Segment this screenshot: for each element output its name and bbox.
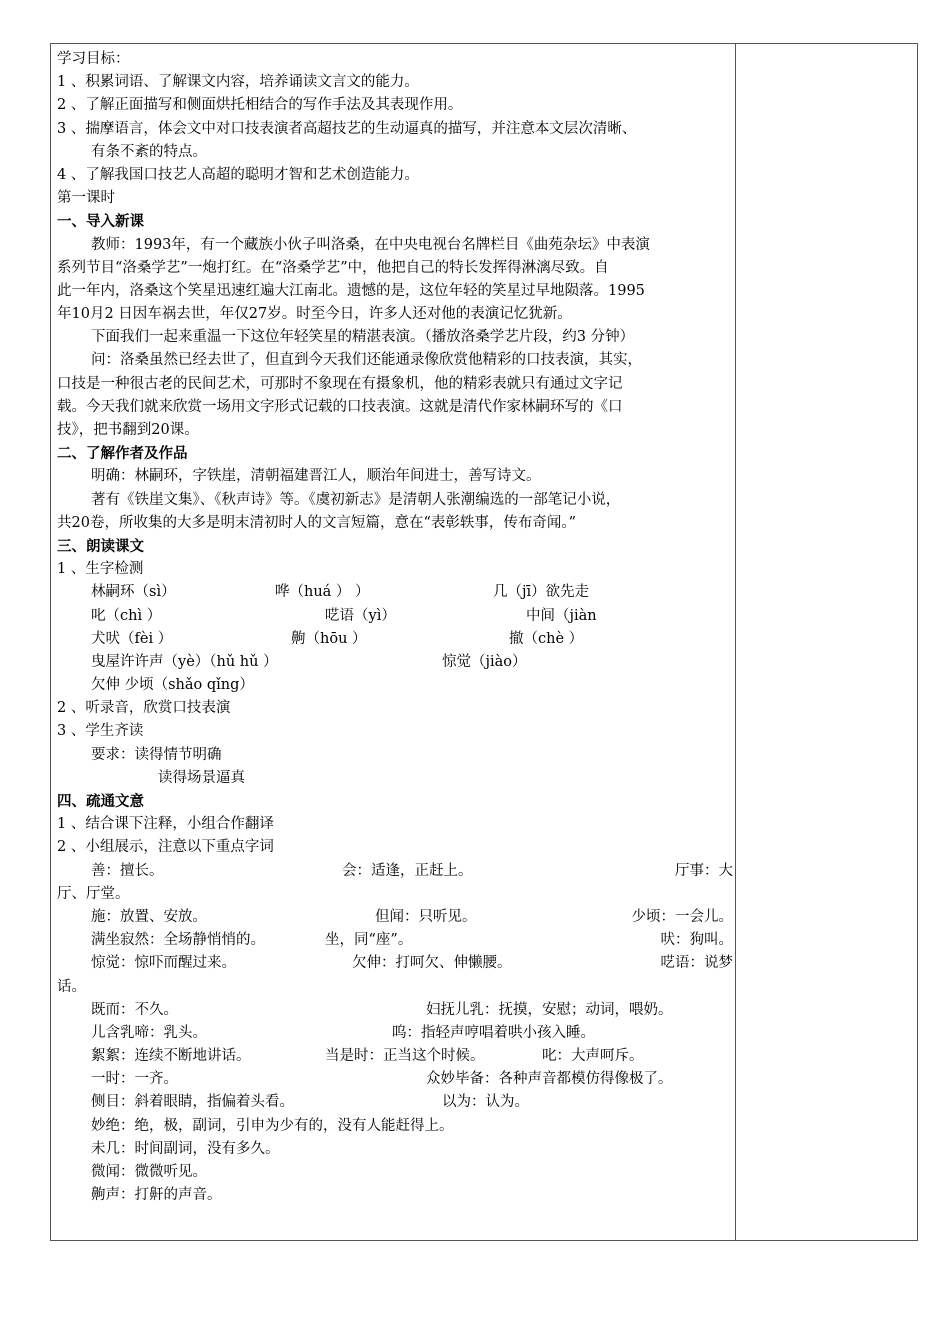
intro-p1-line3: 此一年内，洛桑这个笑星迅速红遍大江南北。遗憾的是，这位年轻的笑星过早地陨落。1995 [57,282,645,299]
word-gloss: 坐，同“座”。 [325,932,413,949]
word-row-1-cont: 厅、厅堂。 [57,885,130,902]
word-gloss: 侧目：斜着眼睛，指偏着头看。 [91,1094,294,1111]
intro-p3-line2: 口技是一种很古老的民间艺术，可那时不象现在有摄象机，他的精彩表就只有通过文字记 [57,375,623,392]
word-gloss: 叱：大声呵斥。 [542,1048,644,1065]
word-row-6 [57,1022,733,1045]
column-divider [735,43,736,1241]
char-item: 呓语（yì） [325,607,396,624]
word-row-4-cont: 话。 [57,978,86,995]
lesson-content [57,48,733,1207]
intro-p1-line4: 年10月2 日因车祸去世，年仅27岁。时至今日，许多人还对他的表演记忆犹新。 [57,306,572,323]
char-item: 林嗣环（sì） [91,584,176,601]
word-gloss: 呓语：说梦 [660,955,733,972]
word-row-11: 未几：时间副词，没有多久。 [91,1140,280,1157]
objectives-title: 学习目标： [57,51,130,67]
char-item: 惊觉（jiào） [442,653,527,670]
char-item: 欠伸 少顷（shǎo qǐng） [91,677,254,694]
word-gloss: 施：放置、安放。 [91,908,207,925]
word-row-10: 妙绝：绝，极，副词，引申为少有的，没有人能赶得上。 [91,1117,454,1134]
word-row-13: 齁声：打鼾的声音。 [91,1187,222,1204]
char-row-5 [57,674,733,697]
word-row-3 [57,929,733,952]
author-p1: 明确：林嗣环，字铁崖，清朝福建晋江人，顺治年间进士，善写诗文。 [91,468,541,485]
word-gloss: 会：适逢，正赶上。 [342,862,473,879]
intro-p3-line1: 问：洛桑虽然已经去世了，但直到今天我们还能通录像欣赏他精彩的口技表演，其实， [91,352,642,369]
word-gloss: 但闻：只听见。 [375,908,477,925]
word-gloss: 惊觉：惊吓而醒过来。 [91,955,236,972]
word-gloss: 以为：认为。 [442,1094,529,1111]
word-gloss: 吠：狗叫。 [660,932,733,949]
meaning-item-1: 1 、结合课下注释，小组合作翻译 [57,816,274,833]
author-p2-line2: 共20卷，所收集的大多是明末清初时人的文言短篇，意在“表彰轶事，传布奇闻。” [57,514,577,531]
meaning-item-2: 2 、小组展示，注意以下重点字词 [57,839,274,856]
word-gloss: 少顷：一会儿。 [631,908,733,925]
word-row-1 [57,860,733,883]
word-row-4 [57,952,733,975]
section-heading-reading: 三、朗读课文 [57,537,144,555]
char-row-1 [57,581,733,604]
objective-4: 4 、了解我国口技艺人高超的聪明才智和艺术创造能力。 [57,166,419,183]
word-gloss: 众妙毕备：各种声音都模仿得像极了。 [426,1071,673,1088]
char-item: 叱（chì ） [91,607,162,624]
word-gloss: 絮絮：连续不断地讲话。 [91,1048,251,1065]
word-gloss: 欠伸：打呵欠、伸懒腰。 [352,955,512,972]
section-heading-intro: 一、导入新课 [57,213,144,231]
char-item: 中间（jiàn [526,607,597,624]
word-gloss: 既而：不久。 [91,1001,178,1018]
word-gloss: 妇抚儿乳：抚摸，安慰；动词，喂奶。 [426,1001,673,1018]
requirement-2: 读得场景逼真 [158,769,245,786]
word-row-12: 微闻：微微听见。 [91,1164,207,1180]
reading-item-1: 1 、生字检测 [57,561,144,578]
intro-p3-line4: 技》，把书翻到20课。 [57,422,199,438]
word-row-5 [57,999,733,1022]
word-gloss: 一时：一齐。 [91,1071,178,1088]
char-item: 哗（huá ） ） [275,584,370,601]
word-row-8 [57,1068,733,1091]
char-item: 曳屋许许声（yè）（hǔ hǔ ） [91,653,278,670]
char-item: 撤（chè ） [509,630,584,647]
objective-1: 1 、积累词语、了解课文内容，培养诵读文言文的能力。 [57,74,419,91]
char-item: 齁（hōu ） [291,630,367,647]
reading-item-3: 3 、学生齐读 [57,723,144,740]
word-row-9 [57,1091,733,1114]
section-heading-author: 二、了解作者及作品 [57,445,188,463]
requirement-1: 要求：读得情节明确 [91,746,222,763]
word-gloss: 善：擅长。 [91,862,164,879]
intro-p2: 下面我们一起来重温一下这位年轻笑星的精湛表演。（播放洛桑学艺片段，约3 分钟） [91,329,635,346]
intro-p1-line1: 教师：1993年，有一个藏族小伙子叫洛桑，在中央电视台名牌栏目《曲苑杂坛》中表演 [91,236,650,253]
char-row-3 [57,628,733,651]
char-item: 几（jī）欲先走 [493,584,590,601]
word-gloss: 厅事：大 [675,862,733,879]
word-gloss: 儿含乳啼：乳头。 [91,1024,207,1041]
author-p2-line1: 著有《铁崖文集》、《秋声诗》等。《虞初新志》是清朝人张潮编选的一部笔记小说， [91,491,621,508]
intro-p3-line3: 载。今天我们就来欣赏一场用文字形式记载的口技表演。这就是清代作家林嗣环写的《口 [57,398,623,415]
objective-3-cont: 有条不紊的特点。 [91,143,207,160]
objective-3: 3 、揣摩语言，体会文中对口技表演者高超技艺的生动逼真的描写，并注意本文层次清晰、 [57,120,637,137]
word-gloss: 当是时：正当这个时候。 [325,1048,485,1065]
lesson-label: 第一课时 [57,190,115,207]
word-row-2 [57,906,733,929]
section-heading-meaning: 四、疏通文意 [57,793,144,810]
intro-p1-line2: 系列节目“洛桑学艺”一炮打红。在“洛桑学艺”中，他把自己的特长发挥得淋漓尽致。自 [57,259,609,276]
objective-2: 2 、了解正面描写和侧面烘托相结合的写作手法及其表现作用。 [57,97,463,114]
word-gloss: 满坐寂然：全场静悄悄的。 [91,932,265,949]
word-row-7 [57,1045,733,1068]
char-item: 犬吠（fèi ） [91,630,173,647]
char-row-4 [57,651,733,674]
reading-item-2: 2 、听录音，欣赏口技表演 [57,700,231,717]
word-gloss: 呜：指轻声哼唱着哄小孩入睡。 [392,1024,595,1041]
char-row-2 [57,605,733,628]
